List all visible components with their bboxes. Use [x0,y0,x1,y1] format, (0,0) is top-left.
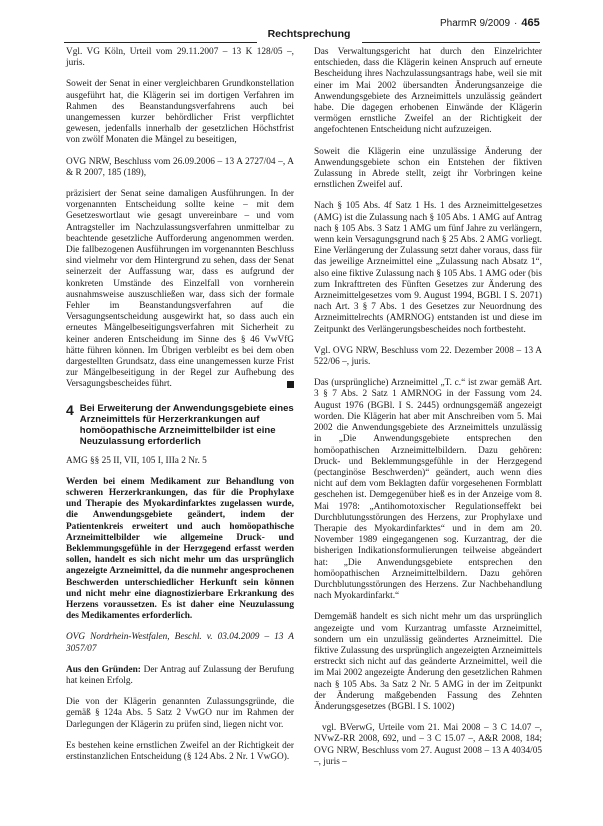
paragraph [66,665,294,687]
end-of-article-marker [287,381,294,388]
paragraph [66,189,294,391]
page-number: 465 [521,17,540,29]
paragraph-text: Der Antrag auf Zulassung der Berufung hat keinen Erfolg. [66,664,294,686]
reasons-lead: Aus den Gründen: [66,664,141,675]
citation: OVG NRW, Beschluss vom 26.09.2006 – 13 A 2727/04 –, A & R 2007, 185 (189), [66,156,294,178]
paragraph: Demgemäß handelt es sich nicht mehr um das ursprünglich angezeigte und vom Kurzantrag umfasste Arzneimittel, sondern um ein unzulässig geändertes Arzneimittel. Die fiktive Zulassung des ursprünglich angezeigten Arzneimittels erstreckt sich nicht auf das geänderte Arzneimittel, weil die im Mai 2002 angezeigte Änderung den gesetzlichen Rahmen nach § 105 Abs. 3a Satz 2 Nr. 5 AMG in der im Zeitpunkt der Änderung maßgebenden Fassung des Zehnten Änderungsgesetzes (BGBl. I S. 1002) [314,612,542,712]
court-reference: OVG Nordrhein-Westfalen, Beschl. v. 03.04.2009 – 13 A 3057/07 [66,632,294,654]
left-column [66,47,294,773]
paragraph: Das (ursprüngliche) Arzneimittel „T. c.“ ist zwar gemäß Art. 3 § 7 Abs. 2 Satz 1 AMRNOG in der Fassung vom 24. August 1976 (BGBl. I S. 2445) ordnungsgemäß angezeigt worden. Die Klägerin hat aber mit Anschreiben vom 5. Mai 2002 die Anwendungsgebiete des Arzneimittels unzulässig in „Die Anwendungsgebiete entsprechen den homöopathischen Arzneimittelbildern. Dazu gehören: Druck- und Beklemmungsgefühle in der Herzgegend (pectanginöse Beschwerden)“ geändert, auch wenn dies nicht auf dem vom Beklagten dafür vorgesehenen Formblatt geschehen ist. Demgegenüber hieß es in der Anzeige vom 8. Mai 1978: „Antihomotoxischer Regulationseffekt bei Durchblutungsstörungen des Herzens, zur Prophylaxe und Therapie des Myokardinfarktes“ und in dem am 20. November 1989 eingegangenen sog. Kurzantrag, der die bisherigen Indikationsformulierungen teilweise abgeändert hat: „Die Anwendungsgebiete entsprechen den homöopathischen Arzneimittelbildern. Dazu gehören Durchblutungsstörungen des Herzens. Zur Nachbehandlung nach Myokardinfarkt.“ [314,378,542,602]
header-rule-left [64,42,257,43]
journal-name: PharmR 9/2009 [440,18,511,29]
decision-title: Bei Erweiterung der Anwendungsgebiete eines Arzneimittels für Herzerkrankungen auf homöopathische Arzneimittelbilder ist eine Neuzulassung erforderlich [79,402,294,448]
right-column [314,47,542,778]
citation: Vgl. VG Köln, Urteil vom 29.11.2007 – 13 K 128/05 –, juris. [66,47,294,69]
page-header [0,0,603,44]
section-label: Rechtsprechung [267,28,351,40]
paragraph: Soweit der Senat in einer vergleichbaren Grundkonstellation ausgeführt hat, die Klägerin sei im dortigen Verfahren im Rahmen des Beanstandungsverfahrens auch bei unangemessen kurzer behördlicher Frist verpflichtet gewesen, jedenfalls innerhalb der gesetzlichen Höchstfrist von zwölf Monaten die Mängel zu beseitigen, [66,79,294,146]
decision-heading [66,403,294,448]
paragraph: Nach § 105 Abs. 4f Satz 1 Hs. 1 des Arzneimittelgesetzes (AMG) ist die Zulassung nach § 105 Abs. 1 AMG auf Antrag nach § 105 Abs. 3 Satz 1 AMG um fünf Jahre zu verlängern, wenn kein Versagungsgrund nach § 25 Abs. 2 AMG vorliegt. Eine Verlängerung der Zulassung setzt daher voraus, dass für das jeweilige Arzneimittel eine „Zulassung nach Absatz 1“, also eine fiktive Zulassung nach § 105 Abs. 1 AMG oder (bis zum Inkrafttreten des Fünften Gesetzes zur Änderung des Arzneimittelgesetzes vom 9. August 1994, BGBl. I S. 2071) nach Art. 3 § 7 Abs. 1 des Gesetzes zur Neuordnung des Arzneimittelrechts (AMRNOG) entstanden ist und diese im Zeitpunkt des Verlängerungsbescheides noch fortbesteht. [314,201,542,335]
decision-number: 4 [66,401,74,418]
journal-reference [440,17,540,29]
separator: · [514,18,518,29]
paragraph: Es bestehen keine ernstlichen Zweifel an der Richtigkeit der erstinstanzlichen Entscheidung (§ 124 Abs. 2 Nr. 1 VwGO). [66,740,294,762]
paragraph-text: präzisiert der Senat seine damaligen Ausführungen. In der vorgenannten Entscheidung sollte keine – mit dem Gesetzeswortlaut wie gesagt unvereinbare – und vom Antragsteller im Nachzulassungsverfahren unmittelbar zu beachtende gesetzliche Aufforderung angenommen werden. Die fallbezogenen Ausführungen im vorgenannten Beschluss sind vielmehr vor dem Hintergrund zu sehen, dass der Senat seinerzeit der Auffassung war, dass es aufgrund der konkreten Umstände des Einzelfall von vornherein ausnahmsweise auszuschließen war, dass sich der formale Fehler im Beanstandungsverfahren auf die Versagungsentscheidung ausgewirkt hat, so dass auch ein erneutes Mängelbeseitigungsverfahren mit Sicherheit zu keiner anderen Entscheidung im Sinne des § 46 VwVfG hätte führen können. Im Übrigen verbleibt es bei dem oben dargestellten Grundsatz, dass eine unangemessen kurze Frist zur Mängelbeseitigung in der Regel zur Aufhebung des Versagungsbescheides führt. [66,189,294,390]
law-reference: AMG §§ 25 II, VII, 105 I, IIIa 2 Nr. 5 [66,455,207,466]
header-rule-right [362,42,540,43]
paragraph: Soweit die Klägerin eine unzulässige Änderung der Anwendungsgebiete schon ein Entstehen der fiktiven Zulassung in Abrede stellt, zeigt ihr Vorbringen keine ernstlichen Zweifel auf. [314,146,542,191]
citation: Vgl. OVG NRW, Beschluss vom 22. Dezember 2008 – 13 A 522/06 –, juris. [314,345,542,368]
paragraph: Die von der Klägerin genannten Zulassungsgründe, die gemäß § 124a Abs. 5 Satz 2 VwGO nur im Rahmen der Darlegungen der Klägerin zu prüfen sind, liegen nicht vor. [66,697,294,730]
citation: vgl. BVerwG, Urteile vom 21. Mai 2008 – 3 C 14.07 –, NVwZ-RR 2008, 692, und – 3 C 15.07 –, A&R 2008, 184; OVG NRW, Beschluss vom 27. August 2008 – 13 A 4034/05 –, juris – [314,723,542,767]
paragraph: Das Verwaltungsgericht hat durch den Einzelrichter entschieden, dass die Klägerin keinen Anspruch auf erneute Bescheidung ihres Nachzulassungsantrags habe, weil sie mit einer im Mai 2002 übersandten Änderungsanzeige die Anwendungsgebiete des Arzneimittels unzulässig geändert habe. Die dagegen erhobenen Einwände der Klägerin vermögen ernstliche Zweifel an der Richtigkeit der angefochtenen Entscheidung nicht aufzuzeigen. [314,47,542,136]
headnote: Werden bei einem Medikament zur Behandlung von schweren Herzerkrankungen, das für die Prophylaxe und Therapie des Myokardinfarktes zugelassen wurde, die Anwendungsgebiete geändert, indem der Patientenkreis erweitert und auch homöopathische Arzneimittelbilder wie allgemeine Druck- und Beklemmungsgefühle in der Herzgegend erfasst werden sollen, handelt es sich nicht mehr um das ursprünglich angezeigte Arzneimittel, da die nunmehr angesprochenen Beschwerden unterschiedlicher Herkunft sein können und nicht mehr eine diagnostizierbare Erkrankung des Herzens voraussetzen. Es ist daher eine Neuzulassung des Medikamentes erforderlich. [66,476,294,622]
